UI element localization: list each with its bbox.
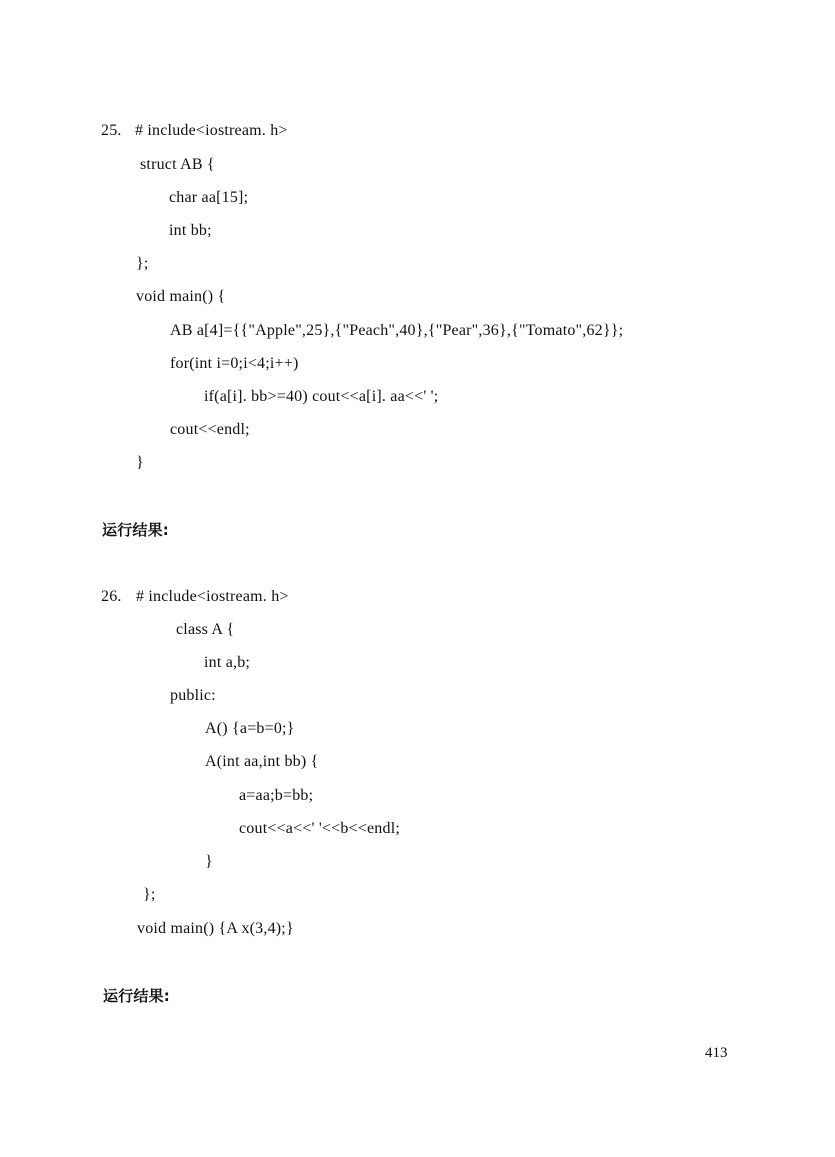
q25-code-line-1: # include<iostream. h> [135, 122, 288, 139]
q26-result-label: 运行结果: [103, 987, 170, 1005]
page-number: 413 [705, 1045, 728, 1061]
q25-code-line-5: }; [136, 255, 149, 272]
q25-code-line-7: AB a[4]={{"Apple",25},{"Peach",40},{"Pear",36},{"Tomato",62}}; [170, 322, 624, 339]
question-25-number: 25. [101, 122, 122, 139]
q26-code-line-9: } [205, 853, 213, 870]
q26-code-line-10: }; [143, 886, 156, 903]
q26-code-line-6: A(int aa,int bb) { [205, 753, 319, 770]
q26-code-line-11: void main() {A x(3,4);} [137, 920, 294, 937]
q25-result-label: 运行结果: [102, 521, 169, 539]
q26-code-line-8: cout<<a<<' '<<b<<endl; [239, 820, 400, 837]
q25-code-line-9: if(a[i]. bb>=40) cout<<a[i]. aa<<' '; [204, 388, 439, 405]
q25-code-line-10: cout<<endl; [170, 421, 250, 438]
question-26-number: 26. [101, 588, 122, 605]
q25-code-line-4: int bb; [169, 222, 212, 239]
q25-code-line-8: for(int i=0;i<4;i++) [170, 355, 299, 372]
q25-code-line-2: struct AB { [140, 156, 215, 173]
q26-code-line-1: # include<iostream. h> [136, 588, 289, 605]
q26-code-line-4: public: [170, 687, 216, 704]
q26-code-line-5: A() {a=b=0;} [205, 720, 295, 737]
q26-code-line-7: a=aa;b=bb; [239, 787, 314, 804]
q26-code-line-3: int a,b; [204, 654, 251, 671]
q26-code-line-2: class A { [176, 621, 235, 638]
q25-code-line-6: void main() { [136, 288, 226, 305]
q25-code-line-11: } [136, 454, 144, 471]
q25-code-line-3: char aa[15]; [169, 189, 249, 206]
